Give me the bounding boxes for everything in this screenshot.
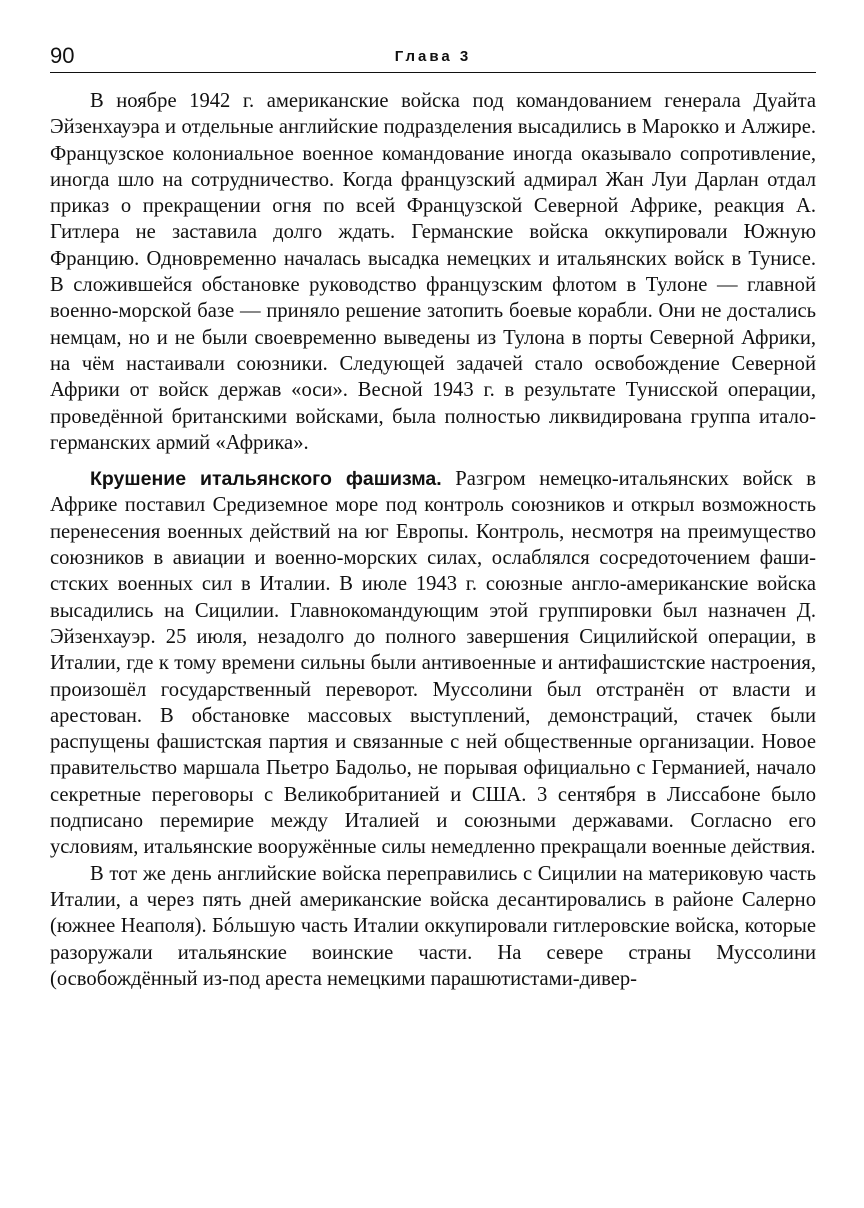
- paragraph-fall-of-fascism: [50, 466, 816, 860]
- paragraph-allied-landing: В ноябре 1942 г. американские войска под командованием генерала Дуайта Эйзенхауэра и отдельные английские подразделения высадились в Марокко и Алжире. Французское колониальное военное командование иногда оказывало сопротивление, иногда шло на сотрудничество. Когда французский адмирал Жан Луи Дарлан отдал приказ о прекращении огня по всей Французской Северной Африке, реакция А. Гитлера не заставила долго ждать. Германские войска оккупировали Южную Францию. Одновременно началась высадка немецких и итальянских войск в Тунисе. В сложившейся обстановке руководство французским флотом в Тулоне — главной военно-морской базе — приняло решение затопить боевые корабли. Они не достались немцам, но и не были своевременно выведены из Тулона в порты Северной Африки, на чём настаивали союзники. Следующей задачей стало освобождение Северной Африки от войск держав «оси». Весной 1943 г. в результате Тунисской операции, проведённой британскими войсками, была полностью ликвидирована группа итало-германских армий «Африка».: [50, 90, 816, 454]
- section-heading: Крушение итальянского фашизма.: [90, 468, 442, 491]
- running-head: [50, 42, 816, 73]
- body-text: [50, 88, 816, 992]
- chapter-title: Глава 3: [394, 48, 472, 65]
- paragraph-italy-campaign: В тот же день английские войска переправились с Сицилии на материковую часть Италии, а через пять дней американские войска десантировались в районе Салерно (южнее Неаполя). Бóльшую часть Италии оккупировали гитлеровские войска, которые разоружали итальянские воинские части. На севере страны Муссолини (освобождённый из-под ареста немецкими парашютистами-дивер-: [50, 862, 816, 990]
- book-page: [50, 42, 816, 992]
- paragraph-fall-of-fascism-text: Разгром немецко-итальянских войск в Африке поставил Средиземное море под контроль союзников и открыл возможность перенесения военных действий на юг Европы. Контроль, несмотря на преимущество союзников в авиации и военно-морских силах, ослаблялся сосредоточением фашистских военных сил в Италии. В июле 1943 г. союзные англо-американские войска высадились на Сицилии. Главнокомандующим этой группировки был назначен Д. Эйзенхауэр. 25 июля, незадолго до полного завершения Сицилийской операции, в Италии, где к тому времени сильны были антивоенные и антифашистские настроения, произошёл государственный переворот. Муссолини был отстранён от власти и арестован. В обстановке массовых выступлений, демонстраций, стачек были распущены фашистская партия и связанные с ней общественные организации. Новое правительство маршала Пьетро Бадольо, не порывая официально с Германией, начало секретные переговоры с Великобританией и США. 3 сентября в Лиссабоне было подписано перемирие между Италией и союзными державами. Согласно его условиям, итальянские вооружённые силы немедленно прекращали военные действия.: [50, 468, 816, 859]
- page-number: 90: [50, 43, 75, 68]
